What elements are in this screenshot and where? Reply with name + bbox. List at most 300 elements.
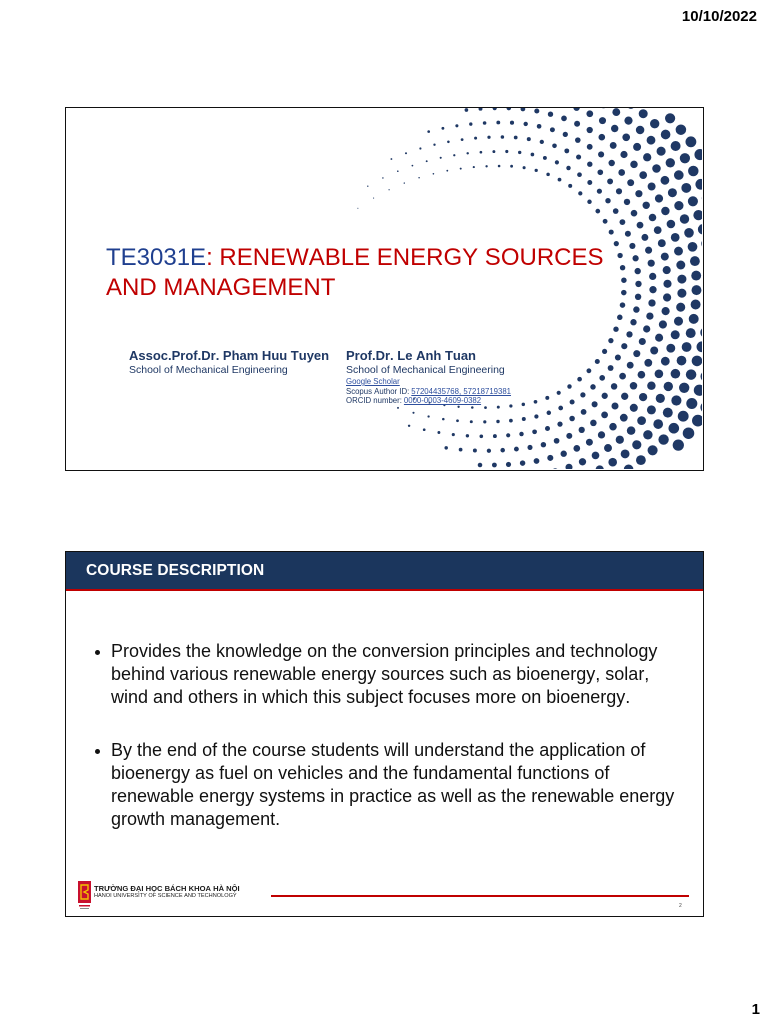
bullet-icon — [95, 749, 100, 754]
decor-dot — [534, 414, 538, 418]
decor-dot — [566, 433, 572, 439]
decor-dot — [673, 439, 684, 450]
decor-dot — [612, 108, 620, 116]
decor-dot — [473, 166, 475, 168]
decor-dot — [535, 169, 538, 172]
decor-dot — [506, 433, 510, 437]
decor-dot — [433, 173, 435, 175]
decor-dot — [671, 141, 681, 151]
decor-dot — [605, 198, 610, 203]
decor-dot — [573, 445, 580, 452]
decor-dot — [561, 116, 567, 122]
decor-dot — [541, 442, 546, 447]
decor-dot — [577, 172, 582, 177]
university-name-vietnamese: TRƯỜNG ĐẠI HỌC BÁCH KHOA HÀ NỘI — [94, 884, 240, 893]
decor-dot — [679, 383, 689, 393]
decor-dot — [686, 398, 697, 409]
decor-dot — [558, 406, 563, 411]
orcid-label: ORCID number: — [346, 396, 402, 405]
decor-dot — [636, 126, 645, 135]
decor-dot — [654, 226, 662, 234]
decor-dot — [668, 188, 677, 197]
decor-dot — [496, 420, 499, 423]
decor-dot — [599, 117, 606, 124]
decor-dot — [617, 315, 622, 320]
course-title — [106, 243, 626, 303]
decor-dot — [427, 415, 429, 417]
decor-dot — [602, 349, 607, 354]
decor-dot — [689, 314, 699, 324]
decor-dot — [624, 117, 632, 125]
decor-dot — [537, 124, 542, 129]
decor-dot — [382, 177, 383, 178]
decor-dot — [479, 434, 483, 438]
decor-dot — [459, 448, 463, 452]
decor-dot — [676, 261, 685, 270]
decor-dot — [701, 238, 702, 249]
decor-dot — [531, 153, 535, 157]
decor-dot — [405, 152, 407, 154]
decor-dot — [627, 108, 636, 109]
decor-dot — [440, 157, 442, 159]
decor-dot — [666, 344, 675, 353]
decor-dot — [693, 210, 702, 220]
decor-dot — [621, 449, 630, 458]
decor-dot — [603, 219, 608, 224]
decor-dot — [661, 207, 669, 215]
decor-dot — [684, 228, 694, 238]
author-left — [129, 348, 329, 377]
decor-dot — [682, 342, 692, 352]
decor-dot — [674, 247, 683, 256]
decor-dot — [604, 444, 612, 452]
decor-dot — [555, 160, 559, 164]
decor-dot — [620, 302, 626, 308]
decor-dot — [644, 359, 652, 367]
decor-dot — [493, 108, 497, 110]
decor-dot — [412, 165, 414, 167]
decor-dot — [452, 433, 455, 436]
decor-dot — [496, 121, 500, 125]
scopus-label: Scopus Author ID: — [346, 386, 410, 396]
decor-dot — [608, 458, 617, 467]
decor-dot — [655, 334, 663, 342]
decor-dot — [674, 170, 684, 180]
decor-dot — [697, 341, 702, 352]
decor-dot — [621, 343, 627, 349]
author-name: Prof.Dr. Le Anh Tuan — [346, 348, 476, 363]
decor-dot — [550, 127, 555, 132]
decor-dot — [630, 382, 638, 390]
decor-dot — [484, 406, 487, 409]
decor-dot — [700, 401, 702, 413]
decor-dot — [674, 201, 683, 210]
university-name — [94, 884, 240, 900]
decor-dot — [665, 113, 675, 123]
slide-header-bar — [66, 552, 703, 589]
decor-dot — [599, 134, 606, 141]
decor-dot — [619, 219, 625, 225]
decor-dot — [649, 214, 657, 222]
decor-dot — [695, 179, 702, 190]
decor-dot — [639, 338, 646, 345]
decor-dot — [595, 359, 600, 364]
decor-dot — [497, 406, 500, 409]
decor-dot — [671, 330, 680, 339]
decor-dot — [500, 448, 505, 453]
slide-heading: COURSE DESCRIPTION — [86, 561, 265, 579]
decor-dot — [688, 242, 698, 252]
decor-dot — [630, 161, 637, 168]
decor-dot — [637, 222, 644, 229]
decor-dot — [581, 409, 587, 415]
decor-dot — [453, 154, 455, 156]
decor-dot — [466, 152, 468, 154]
decor-dot — [643, 153, 651, 161]
decor-dot — [647, 136, 656, 145]
author-right — [346, 348, 511, 406]
decor-dot — [633, 143, 641, 151]
decor-dot — [552, 144, 557, 149]
decor-dot — [557, 391, 561, 395]
decor-dot — [692, 356, 702, 367]
decor-dot — [650, 119, 659, 128]
decor-dot — [524, 122, 528, 126]
decor-dot — [388, 189, 389, 190]
decor-dot — [677, 275, 686, 284]
decor-dot — [632, 440, 641, 449]
decor-dot — [441, 127, 444, 130]
bullet-text: Provides the knowledge on the conversion principles and technology behind various renewable energy sources such as bioenergy, solar, wind and others in which this subject focuses more on bioenergy. — [111, 641, 658, 707]
decor-dot — [680, 153, 690, 163]
decor-dot — [574, 121, 580, 127]
decor-dot — [627, 179, 634, 186]
decor-dot — [498, 165, 501, 168]
decor-dot — [629, 243, 635, 249]
decor-dot — [613, 327, 618, 332]
decor-dot — [483, 420, 486, 423]
decor-dot — [478, 463, 483, 468]
decor-dot — [652, 164, 661, 173]
decor-dot — [426, 160, 428, 162]
title-slide — [65, 107, 704, 471]
decor-dot — [492, 463, 497, 468]
decor-dot — [630, 404, 638, 412]
decor-dot — [620, 151, 627, 158]
decor-dot — [487, 136, 490, 139]
decor-dot — [485, 165, 487, 167]
decor-dot — [624, 464, 634, 469]
decor-dot — [680, 214, 689, 223]
decor-dot — [568, 184, 572, 188]
decor-dot — [587, 144, 593, 150]
decor-dot — [659, 320, 667, 328]
decor-dot — [615, 354, 621, 360]
decor-dot — [580, 392, 585, 397]
university-name-english: HANOI UNIVERSITY OF SCIENCE AND TECHNOLOGY — [94, 893, 237, 899]
decor-dot — [611, 125, 618, 132]
course-description-slide — [65, 551, 704, 917]
decor-dot — [648, 299, 655, 306]
decor-dot — [444, 446, 447, 449]
google-scholar-link[interactable]: Google Scholar — [346, 377, 400, 386]
decor-dot — [590, 420, 597, 427]
bullet-text: By the end of the course students will understand the application of bioenergy as fuel on vehicles and the fundamental functions of renewable energy systems in practice as well as the renewable energy growth management. — [111, 740, 675, 829]
decor-dot — [627, 362, 634, 369]
decor-dot — [554, 438, 560, 444]
decor-dot — [677, 356, 687, 366]
decor-dot — [563, 132, 568, 137]
decor-dot — [668, 423, 679, 434]
decor-dot — [608, 338, 613, 343]
decor-dot — [558, 178, 562, 182]
decor-dot — [656, 394, 665, 403]
scopus-ids-link[interactable]: 57204435768, 57218719381 — [411, 386, 512, 396]
decor-dot — [676, 124, 687, 135]
decor-dot — [480, 151, 483, 154]
decor-dot — [692, 285, 702, 295]
decor-dot — [487, 449, 491, 453]
slide-number: 2 — [679, 903, 682, 909]
decor-dot — [639, 393, 647, 401]
decor-dot — [645, 247, 652, 254]
decor-dot — [647, 381, 655, 389]
decor-dot — [565, 464, 572, 469]
decor-dot — [646, 312, 653, 319]
decor-dot — [636, 455, 646, 465]
decor-dot — [649, 286, 656, 293]
decor-dot — [578, 191, 582, 195]
decor-dot — [643, 202, 650, 209]
decor-dot — [635, 190, 642, 197]
decor-dot — [592, 401, 598, 407]
page-number: 1 — [751, 1001, 760, 1018]
decor-dot — [618, 169, 625, 176]
decor-dot — [564, 148, 569, 153]
decor-dot — [547, 455, 553, 461]
decor-dot — [522, 403, 525, 406]
course-title-text: : RENEWABLE ENERGY SOURCES AND MANAGEMENT — [106, 244, 604, 301]
decor-dot — [446, 170, 448, 172]
decor-dot — [676, 303, 685, 312]
decor-dot — [677, 289, 686, 298]
header-divider — [66, 589, 703, 591]
decor-dot — [586, 368, 591, 373]
decor-dot — [510, 165, 513, 168]
decor-dot — [598, 151, 604, 157]
decor-dot — [367, 186, 368, 187]
decor-dot — [700, 327, 702, 338]
decor-dot — [590, 384, 595, 389]
page-date: 10/10/2022 — [681, 8, 757, 25]
decor-dot — [473, 449, 477, 453]
decor-dot — [543, 156, 547, 160]
orcid-link[interactable]: 0000-0003-4609-0382 — [403, 396, 482, 405]
decor-dot — [630, 319, 636, 325]
decor-dot — [507, 108, 511, 110]
decor-dot — [545, 396, 549, 400]
bullet-list — [111, 640, 681, 831]
decor-dot — [527, 445, 532, 450]
decor-dot — [514, 136, 518, 140]
decor-dot — [608, 365, 614, 371]
decor-dot — [635, 281, 641, 287]
decor-dot — [638, 371, 646, 379]
decor-dot — [501, 135, 505, 139]
decor-dot — [566, 166, 570, 170]
decor-dot — [505, 150, 508, 153]
decor-dot — [587, 162, 592, 167]
decor-dot — [601, 411, 608, 418]
list-item — [111, 739, 681, 831]
decor-dot — [648, 260, 655, 267]
decor-dot — [479, 108, 483, 111]
decor-dot — [509, 419, 513, 423]
decor-dot — [691, 271, 701, 281]
decor-dot — [661, 253, 669, 261]
decor-dot — [663, 280, 671, 288]
decor-dot — [609, 423, 617, 431]
decor-dot — [662, 307, 670, 315]
decor-dot — [357, 208, 358, 209]
decor-dot — [599, 375, 605, 381]
decor-dot — [685, 136, 696, 147]
google-scholar-line — [346, 377, 511, 387]
decor-dot — [633, 306, 639, 312]
decor-dot — [663, 293, 671, 301]
decor-dot — [455, 124, 458, 127]
decor-dot — [671, 369, 681, 379]
decor-dot — [671, 395, 681, 405]
decor-dot — [678, 411, 689, 422]
decor-dot — [557, 421, 562, 426]
decor-dot — [587, 127, 593, 133]
decor-dot — [586, 439, 593, 446]
decor-dot — [522, 417, 526, 421]
decor-dot — [643, 430, 652, 439]
decor-dot — [397, 407, 399, 409]
decor-dot — [575, 137, 581, 143]
decor-dot — [570, 399, 575, 404]
decor-dot — [641, 234, 648, 241]
decor-dot — [521, 108, 526, 111]
decor-dot — [655, 194, 663, 202]
decor-dot — [587, 200, 591, 204]
decor-dot — [619, 373, 626, 380]
decor-dot — [540, 140, 544, 144]
decor-dot — [616, 436, 624, 444]
decor-dot — [404, 182, 405, 183]
decor-dot — [469, 122, 472, 125]
decor-dot — [643, 325, 650, 332]
decor-dot — [664, 382, 673, 391]
decor-dot — [493, 434, 497, 438]
decor-dot — [569, 416, 575, 422]
decor-dot — [688, 196, 698, 206]
decor-dot — [592, 452, 600, 460]
decor-dot — [519, 432, 523, 436]
decor-dot — [632, 255, 638, 261]
decor-dot — [534, 458, 540, 464]
decor-dot — [649, 273, 656, 280]
decor-dot — [686, 328, 696, 338]
decor-dot — [586, 110, 593, 117]
decor-dot — [635, 268, 641, 274]
decor-dot — [694, 149, 702, 160]
decor-dot — [650, 347, 658, 355]
decor-dot — [624, 199, 630, 205]
decor-dot — [427, 130, 430, 133]
decor-dot — [397, 170, 399, 172]
author-affiliation: School of Mechanical Engineering — [346, 364, 505, 376]
decor-dot — [690, 256, 700, 266]
decor-dot — [597, 189, 602, 194]
footer-divider — [271, 895, 689, 897]
decor-dot — [663, 408, 673, 418]
decor-dot — [552, 468, 559, 469]
decor-dot — [694, 385, 702, 396]
scopus-line — [346, 387, 511, 397]
decor-dot — [598, 431, 605, 438]
decor-dot — [655, 369, 664, 378]
decor-dot — [602, 393, 608, 399]
decor-dot — [534, 108, 539, 113]
decor-dot — [607, 178, 613, 184]
decor-dot — [442, 418, 445, 421]
decor-dot — [474, 137, 477, 140]
decor-dot — [418, 177, 419, 178]
decor-dot — [470, 420, 473, 423]
author-affiliation: School of Mechanical Engineering — [129, 364, 288, 376]
decor-dot — [419, 147, 421, 149]
decor-dot — [631, 210, 638, 217]
decor-dot — [506, 462, 511, 467]
decor-dot — [621, 393, 628, 400]
decor-dot — [447, 141, 450, 144]
decor-dot — [433, 144, 435, 146]
author-name: Assoc.Prof.Dr. Pham Huu Tuyen — [129, 348, 330, 363]
decor-dot — [647, 405, 656, 414]
decor-dot — [587, 180, 592, 185]
decor-dot — [518, 151, 521, 154]
decor-dot — [514, 447, 519, 452]
decor-dot — [579, 427, 585, 433]
university-logo-icon — [78, 881, 91, 911]
decor-dot — [534, 400, 538, 404]
decor-dot — [616, 188, 622, 194]
decor-dot — [661, 357, 670, 366]
decor-dot — [637, 416, 646, 425]
decor-dot — [657, 147, 666, 156]
decor-dot — [408, 425, 410, 427]
decor-dot — [625, 231, 631, 237]
decor-dot — [609, 230, 614, 235]
decor-dot — [622, 133, 630, 141]
decor-dot — [437, 431, 440, 434]
decor-dot — [653, 419, 663, 429]
decor-dot — [666, 158, 675, 167]
decor-dot — [390, 158, 392, 160]
decor-dot — [611, 402, 618, 409]
decor-dot — [648, 183, 656, 191]
decor-dot — [692, 415, 702, 427]
decor-dot — [520, 460, 525, 465]
decor-dot — [610, 142, 617, 149]
decor-dot — [576, 154, 581, 159]
decor-dot — [510, 121, 514, 125]
decor-dot — [466, 434, 469, 437]
decor-dot — [561, 451, 567, 457]
